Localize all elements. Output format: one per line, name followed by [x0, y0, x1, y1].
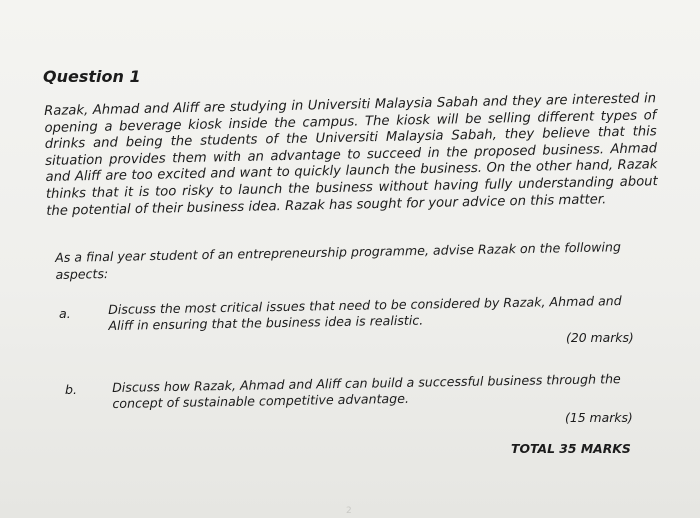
part-b-text: Discuss how Razak, Ahmad and Aliff can build a successful business through the concept of sustainable competitive advantage. [112, 371, 621, 411]
total-marks: TOTAL 35 MARKS [511, 441, 631, 456]
page-number: 2 [346, 506, 352, 516]
part-a-marks: (20 marks) [566, 330, 634, 345]
part-a-label: a. [59, 306, 71, 321]
part-b-label: b. [65, 382, 77, 397]
part-a-text: Discuss the most critical issues that need to be considered by Razak, Ahmad and Aliff in ensuring that the business idea is realistic. [108, 293, 622, 333]
question-title: Question 1 [43, 67, 141, 86]
part-b-marks: (15 marks) [565, 410, 633, 425]
scenario-paragraph: Razak, Ahmad and Aliff are studying in Universiti Malaysia Sabah and they are interested in opening a beverage kiosk inside the campus. The kiosk will be selling different types of drinks and being the students of the Universiti Malaysia Sabah, they believe that this situation provides them with an advantage to succeed in the proposed business. Ahmad and Aliff are too excited and want to quickly launch the business. On the other hand, Razak thinks that it is too risky to launch the business without having fully understanding about the potential of their business idea. Razak has sought for your advice on this matter. [44, 91, 658, 219]
instruction-text: As a final year student of an entrepreneurship programme, advise Razak on the following aspects: [55, 239, 622, 282]
